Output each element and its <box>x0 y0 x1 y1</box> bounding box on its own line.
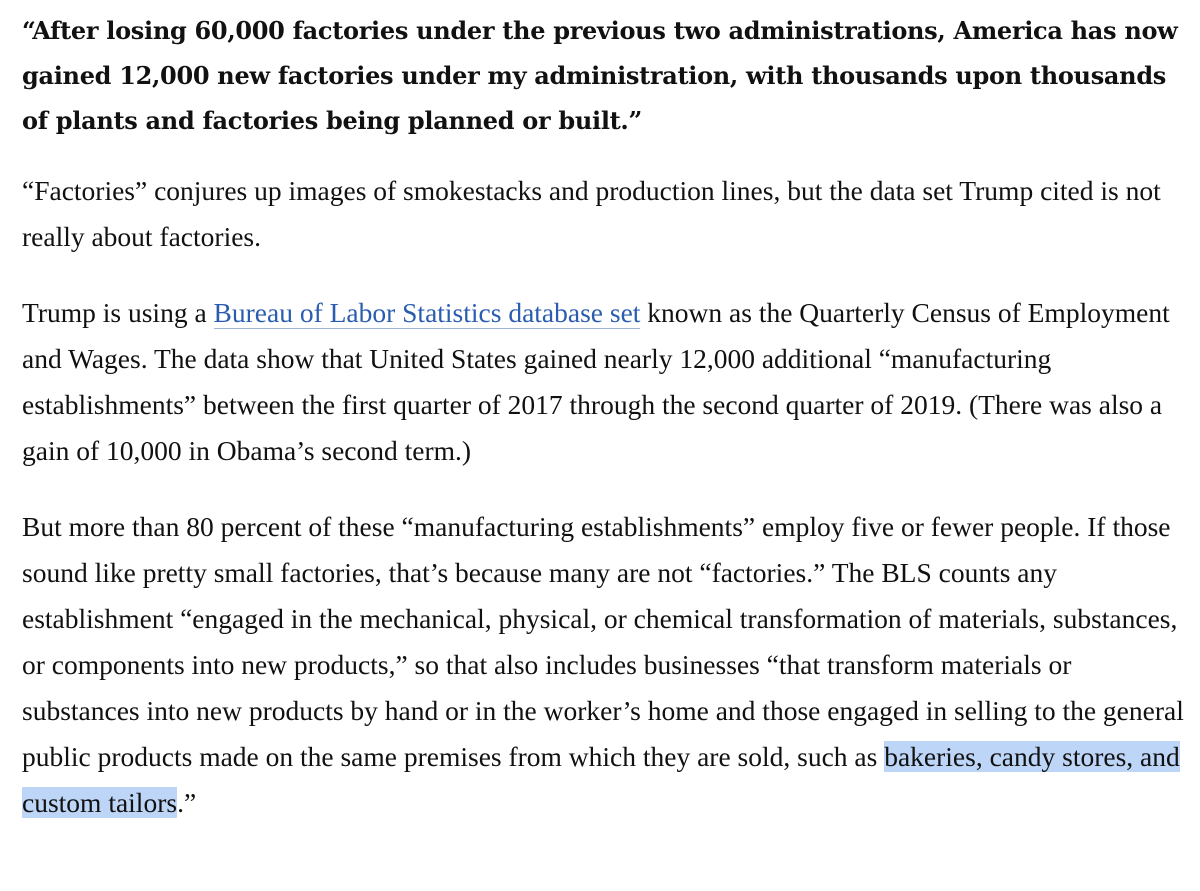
paragraph-text: .” <box>177 787 197 818</box>
paragraph-small-establishments <box>22 504 1192 826</box>
paragraph-text: known as the Quarterly Census of Employment and Wages. The data show that United States gained nearly 12,000 additional “manufacturing establishments” between the first quarter of 2017 through the second quarter of 2019. (There was also a gain of 10,000 in Obama’s second term.) <box>22 297 1170 466</box>
selected-text-highlight[interactable]: bakeries, candy stores, and custom tailors <box>22 741 1180 818</box>
pull-quote: “After losing 60,000 factories under the previous two administrations, America has now gained 12,000 new factories under my administration, with thousands upon thousands of plants and factories being planned or built.” <box>22 16 1178 135</box>
bls-database-link[interactable]: Bureau of Labor Statistics database set <box>213 297 641 328</box>
article-body <box>22 8 1192 856</box>
paragraph-text: But more than 80 percent of these “manufacturing establishments” employ five or fewer people. If those sound like pretty small factories, that’s because many are not “factories.” The BLS counts any establishment “engaged in the mechanical, physical, or chemical transformation of materials, substances, or components into new products,” so that also includes businesses “that transform materials or substances into new products by hand or in the worker’s home and those engaged in selling to the general public products made on the same premises from which they are sold, such as <box>22 511 1184 772</box>
paragraph-bls-database <box>22 290 1192 474</box>
paragraph-text: Trump is using a <box>22 297 214 328</box>
paragraph-factories: “Factories” conjures up images of smokestacks and production lines, but the data set Trump cited is not really about factories. <box>22 175 1161 252</box>
